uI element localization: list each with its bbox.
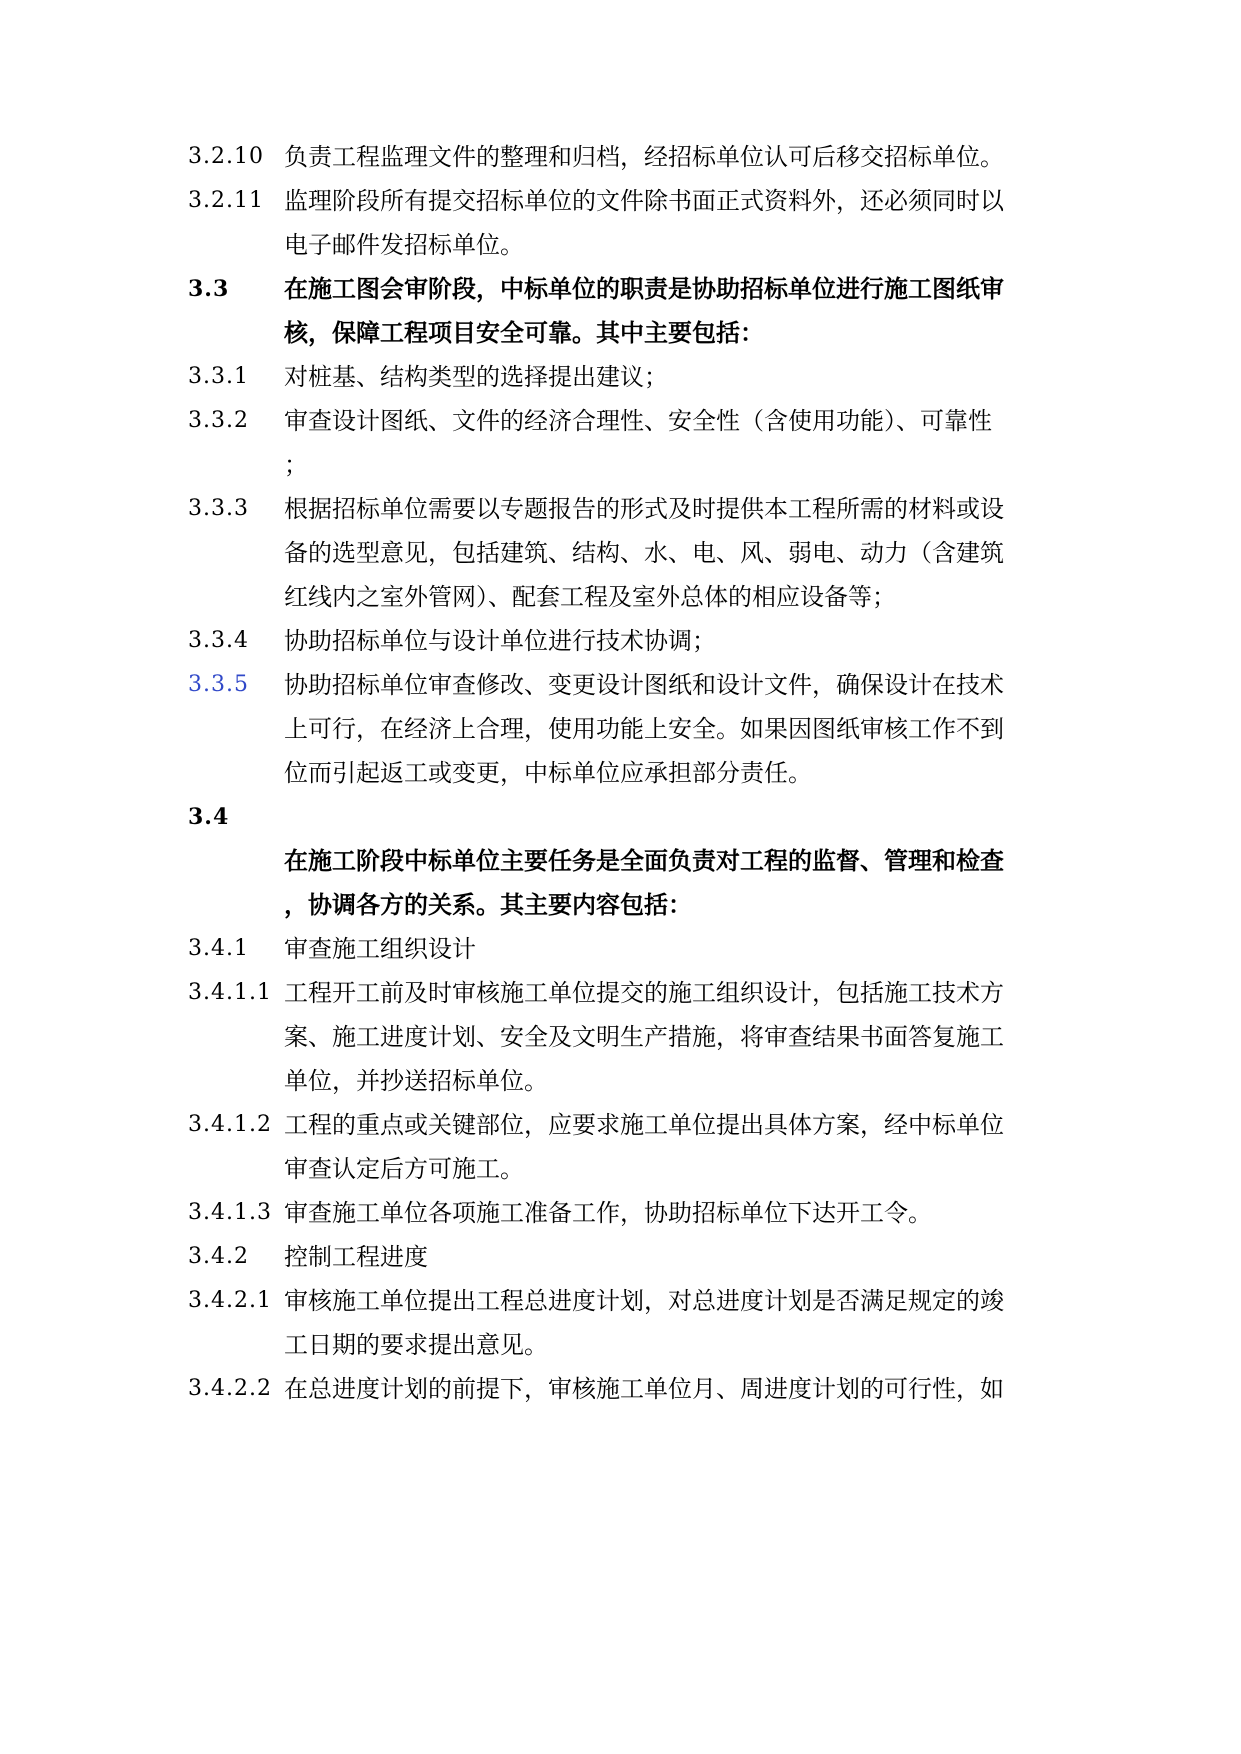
clause-text-line: 审查施工组织设计 <box>284 935 476 963</box>
section-text-line: 核，保障工程项目安全可靠。其中主要包括： <box>284 318 764 347</box>
clause-3-3-3 <box>188 484 1038 611</box>
clause-number: 3.2.11 <box>188 188 264 213</box>
clause-number: 3.4.2.1 <box>188 1288 272 1313</box>
section-3-3 <box>188 264 1038 347</box>
clause-text-line: 备的选型意见，包括建筑、结构、水、电、风、弱电、动力（含建筑 <box>284 539 1004 567</box>
clause-3-4-1-2 <box>188 1100 1038 1183</box>
clause-number-link[interactable]: 3.3.5 <box>188 672 249 697</box>
clause-text-line: 控制工程进度 <box>284 1243 428 1271</box>
clause-3-3-2 <box>188 396 1038 479</box>
section-3-4 <box>188 792 1038 919</box>
clause-text-line: 单位，并抄送招标单位。 <box>284 1067 548 1095</box>
clause-number: 3.2.10 <box>188 144 264 169</box>
clause-text-line: 审查设计图纸、文件的经济合理性、安全性（含使用功能）、可靠性 <box>284 407 992 435</box>
clause-text-line: 监理阶段所有提交招标单位的文件除书面正式资料外，还必须同时以 <box>284 187 1004 215</box>
clause-text-line: ； <box>284 451 308 479</box>
section-text-line: 在施工图会审阶段，中标单位的职责是协助招标单位进行施工图纸审 <box>284 274 1004 303</box>
clause-text-line: 电子邮件发招标单位。 <box>284 231 524 259</box>
clause-3-4-1-1 <box>188 968 1038 1095</box>
clause-text-line: 案、施工进度计划、安全及文明生产措施，将审查结果书面答复施工 <box>284 1023 1004 1051</box>
clause-3-2-10 <box>188 132 1038 182</box>
clause-text-line: 工日期的要求提出意见。 <box>284 1331 548 1359</box>
clause-number: 3.4.1 <box>188 936 249 961</box>
clause-text-line: 协助招标单位与设计单位进行技术协调； <box>284 627 716 655</box>
section-text-line: 在施工阶段中标单位主要任务是全面负责对工程的监督、管理和检查 <box>284 846 1004 875</box>
clause-number: 3.4.2.2 <box>188 1376 272 1401</box>
clause-3-4-2-2 <box>188 1364 1038 1414</box>
clause-3-4-2-1 <box>188 1276 1038 1359</box>
clause-3-3-4 <box>188 616 1038 666</box>
clause-3-4-2 <box>188 1232 1038 1282</box>
section-number: 3.4 <box>188 804 230 830</box>
clause-number: 3.4.1.1 <box>188 980 272 1005</box>
clause-number: 3.3.2 <box>188 408 249 433</box>
clause-3-4-1-3 <box>188 1188 1038 1238</box>
clause-text-line: 上可行，在经济上合理，使用功能上安全。如果因图纸审核工作不到 <box>284 715 1004 743</box>
section-text-line: ，协调各方的关系。其主要内容包括： <box>284 890 692 919</box>
clause-text-line: 根据招标单位需要以专题报告的形式及时提供本工程所需的材料或设 <box>284 495 1004 523</box>
clause-text-line: 协助招标单位审查修改、变更设计图纸和设计文件，确保设计在技术 <box>284 671 1004 699</box>
clause-3-2-11 <box>188 176 1038 259</box>
clause-number: 3.4.1.2 <box>188 1112 272 1137</box>
clause-3-3-1 <box>188 352 1038 402</box>
clause-number: 3.3.3 <box>188 496 249 521</box>
clause-3-4-1 <box>188 924 1038 974</box>
clause-text-line: 位而引起返工或变更，中标单位应承担部分责任。 <box>284 759 812 787</box>
clause-text-line: 工程的重点或关键部位，应要求施工单位提出具体方案，经中标单位 <box>284 1111 1004 1139</box>
clause-text-line: 红线内之室外管网）、配套工程及室外总体的相应设备等； <box>284 583 896 611</box>
clause-number: 3.3.4 <box>188 628 249 653</box>
clause-text-line: 工程开工前及时审核施工单位提交的施工组织设计，包括施工技术方 <box>284 979 1004 1007</box>
clause-3-3-5 <box>188 660 1038 787</box>
clause-text-line: 审查认定后方可施工。 <box>284 1155 524 1183</box>
clause-text-line: 审查施工单位各项施工准备工作，协助招标单位下达开工令。 <box>284 1199 932 1227</box>
clause-number: 3.4.1.3 <box>188 1200 272 1225</box>
clause-text-line: 审核施工单位提出工程总进度计划，对总进度计划是否满足规定的竣 <box>284 1287 1004 1315</box>
section-number: 3.3 <box>188 276 230 302</box>
clause-number: 3.3.1 <box>188 364 249 389</box>
clause-text-line: 对桩基、结构类型的选择提出建议； <box>284 363 668 391</box>
clause-text-line: 负责工程监理文件的整理和归档，经招标单位认可后移交招标单位。 <box>284 143 1004 171</box>
clause-number: 3.4.2 <box>188 1244 249 1269</box>
clause-text-line: 在总进度计划的前提下，审核施工单位月、周进度计划的可行性，如 <box>284 1375 1004 1403</box>
